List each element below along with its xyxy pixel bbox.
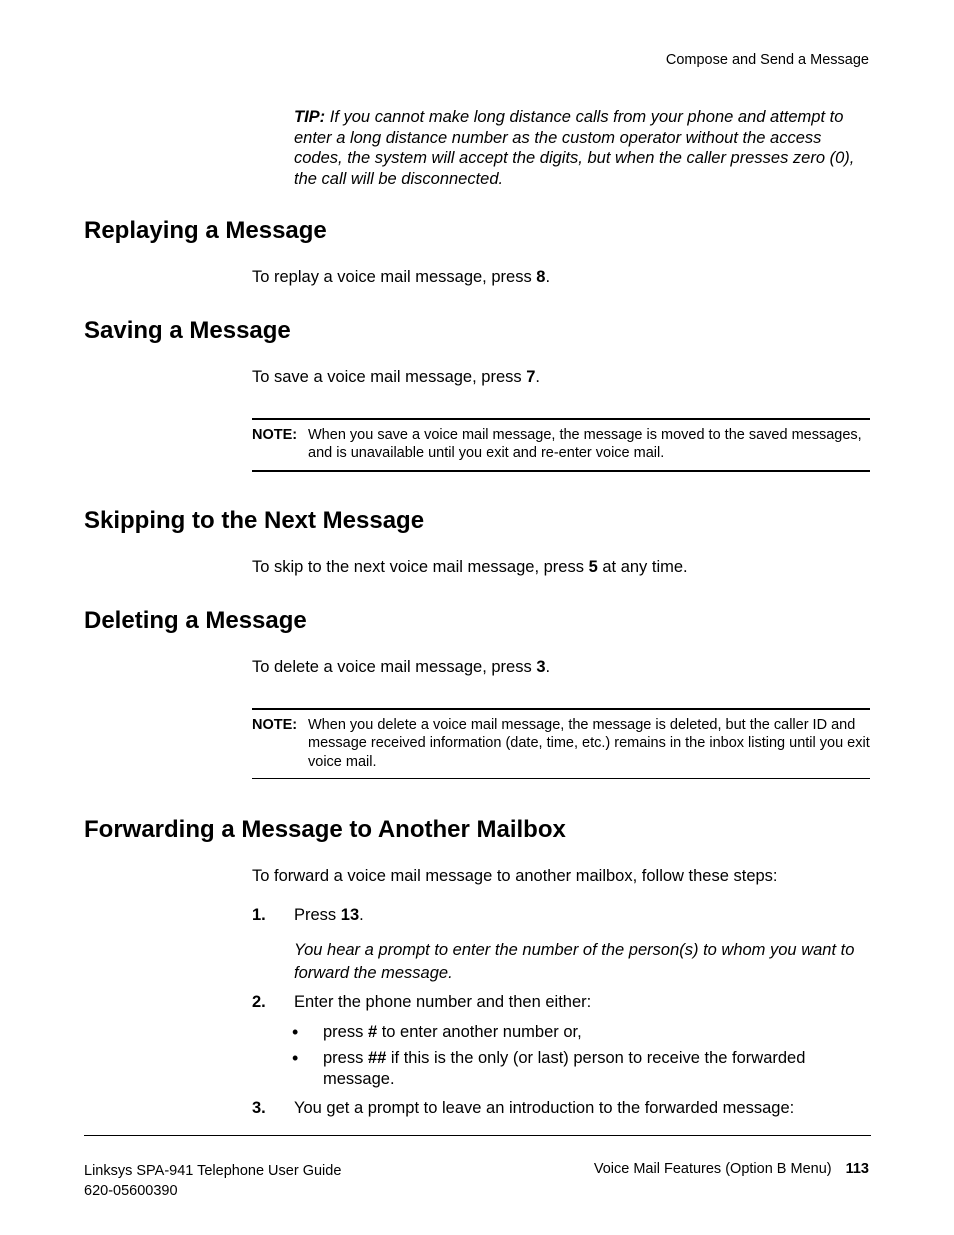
footer-right [594,1161,869,1177]
bullet-item [292,1048,852,1090]
step-2 [252,993,591,1012]
delete-key: 3 [536,658,546,676]
footer-divider [84,1135,871,1136]
note-text: When you delete a voice mail message, the message is deleted, but the caller ID and message received information (date, time, etc.) remains in the inbox listing until you exit voice mail. [308,717,870,770]
footer-left [84,1161,341,1201]
step-number: 2. [252,993,266,1011]
note-label: NOTE: [252,717,298,733]
delete-instruction: To delete a voice mail message, press 3. [252,658,551,676]
skip-key: 5 [588,558,598,576]
running-header: Compose and Send a Message [665,52,869,68]
heading-saving: Saving a Message [84,317,291,344]
doc-number: 620-05600390 [84,1183,178,1199]
tip-label: TIP: [294,108,326,126]
replay-instruction: To replay a voice mail message, press 8. [252,268,551,286]
heading-forwarding: Forwarding a Message to Another Mailbox [84,816,566,843]
bullet-text: press ## if this is the only (or last) person to receive the forwarded message. [323,1049,806,1088]
bullet-text: press # to enter another number or, [323,1023,582,1041]
step-3 [252,1099,794,1118]
heading-replaying: Replaying a Message [84,217,327,244]
save-note [252,418,870,472]
bullet-item [292,1022,852,1043]
replay-key: 8 [536,268,546,286]
step-number: 1. [252,906,266,924]
tip-box [294,107,874,189]
step-text: You get a prompt to leave an introduction to the forwarded message: [294,1099,795,1117]
note-label: NOTE: [252,427,298,443]
bullet-icon: • [292,1022,299,1042]
skip-instruction: To skip to the next voice mail message, press 5 at any time. [252,558,688,576]
forward-intro: To forward a voice mail message to another mailbox, follow these steps: [252,867,778,885]
heading-deleting: Deleting a Message [84,607,307,634]
note-text: When you save a voice mail message, the message is moved to the saved messages, and is unavailable until you exit and re-enter voice mail. [308,427,862,462]
guide-title: Linksys SPA-941 Telephone User Guide [84,1163,342,1179]
page-number: 113 [845,1161,869,1177]
step-1 [252,906,364,925]
tip-text: If you cannot make long distance calls from your phone and attempt to enter a long distance number as the custom operator without the access codes, the system will accept the digits, but when the caller presses zero (0), the call will be disconnected. [294,108,855,188]
step-text: Enter the phone number and then either: [294,993,592,1011]
delete-note [252,708,870,779]
heading-skipping: Skipping to the Next Message [84,507,425,534]
step-1-result: You hear a prompt to enter the number of the person(s) to whom you want to forward the message. [294,941,855,982]
save-instruction: To save a voice mail message, press 7. [252,368,540,386]
step-number: 3. [252,1099,266,1117]
bullet-icon: • [292,1048,299,1068]
chapter-title: Voice Mail Features (Option B Menu) [593,1161,832,1177]
save-key: 7 [526,368,536,386]
step-text: Press 13. [294,906,364,924]
